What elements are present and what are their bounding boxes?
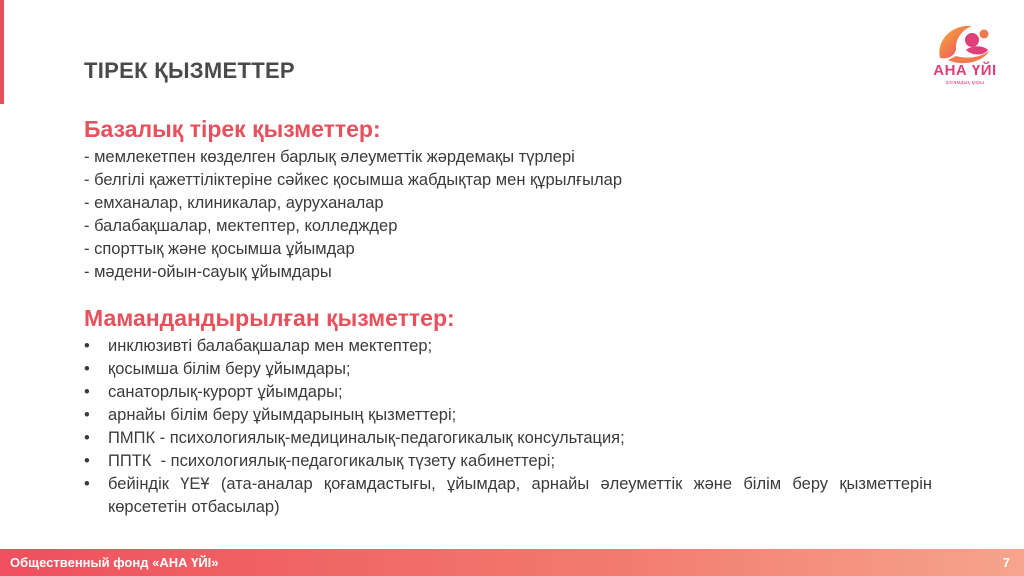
logo-name: АНА ҮЙІ xyxy=(933,62,997,79)
list-item xyxy=(84,381,932,404)
list-item xyxy=(84,335,932,358)
list-item xyxy=(84,404,932,427)
left-accent-bar xyxy=(0,0,4,104)
bullet-icon: • xyxy=(84,406,90,424)
list-item-text: бейіндік ҮЕҰ (ата-аналар қоғамдастығы, ұйымдар, арнайы әлеуметтік және білім беру қызметтерін көрсететін отбасылар) xyxy=(108,475,932,516)
basic-services-list xyxy=(84,146,944,284)
list-item: - белгілі қажеттіліктеріне сәйкес қосымша жабдықтар мен құрылғылар xyxy=(84,171,623,189)
ana-uyi-logo xyxy=(926,20,1004,92)
specialized-services-list xyxy=(84,335,932,519)
slide-title: ТІРЕК ҚЫЗМЕТТЕР xyxy=(84,58,295,83)
list-item-text: ПМПК - психологиялық-медициналық-педагогикалық консультация; xyxy=(108,429,625,447)
list-item xyxy=(84,450,932,473)
bullet-icon: • xyxy=(84,337,90,355)
list-item: - мемлекетпен көзделген барлық әлеуметтік жәрдемақы түрлері xyxy=(84,148,575,166)
footer-bar xyxy=(0,549,1024,576)
logo-subtitle: қоғамдық қоры xyxy=(945,80,985,86)
bullet-icon: • xyxy=(84,452,90,470)
bullet-icon: • xyxy=(84,383,90,401)
list-item-text: арнайы білім беру ұйымдарының қызметтері; xyxy=(108,406,457,424)
bullet-icon: • xyxy=(84,475,90,493)
list-item-text: санаторлық-курорт ұйымдары; xyxy=(108,383,343,401)
footer-organization: Общественный фонд «АНА ҮЙІ» xyxy=(10,555,219,570)
logo-mother-child-icon xyxy=(926,20,1004,66)
basic-services-heading: Базалық тірек қызметтер: xyxy=(84,116,381,142)
list-item xyxy=(84,473,932,519)
list-item-text: инклюзивті балабақшалар мен мектептер; xyxy=(108,337,433,355)
bullet-icon: • xyxy=(84,429,90,447)
list-item xyxy=(84,358,932,381)
list-item-text: қосымша білім беру ұйымдары; xyxy=(108,360,351,378)
bullet-icon: • xyxy=(84,360,90,378)
list-item: - мәдени-ойын-сауық ұйымдары xyxy=(84,263,332,281)
specialized-services-heading: Мамандандырылған қызметтер: xyxy=(84,305,455,331)
list-item: - емханалар, клиникалар, ауруханалар xyxy=(84,194,384,212)
page-number: 7 xyxy=(1002,555,1010,570)
list-item-text: ППТК - психологиялық-педагогикалық түзету кабинеттері; xyxy=(108,452,556,470)
list-item: - балабақшалар, мектептер, колледждер xyxy=(84,217,398,235)
list-item: - спорттық және қосымша ұйымдар xyxy=(84,240,355,258)
list-item xyxy=(84,427,932,450)
